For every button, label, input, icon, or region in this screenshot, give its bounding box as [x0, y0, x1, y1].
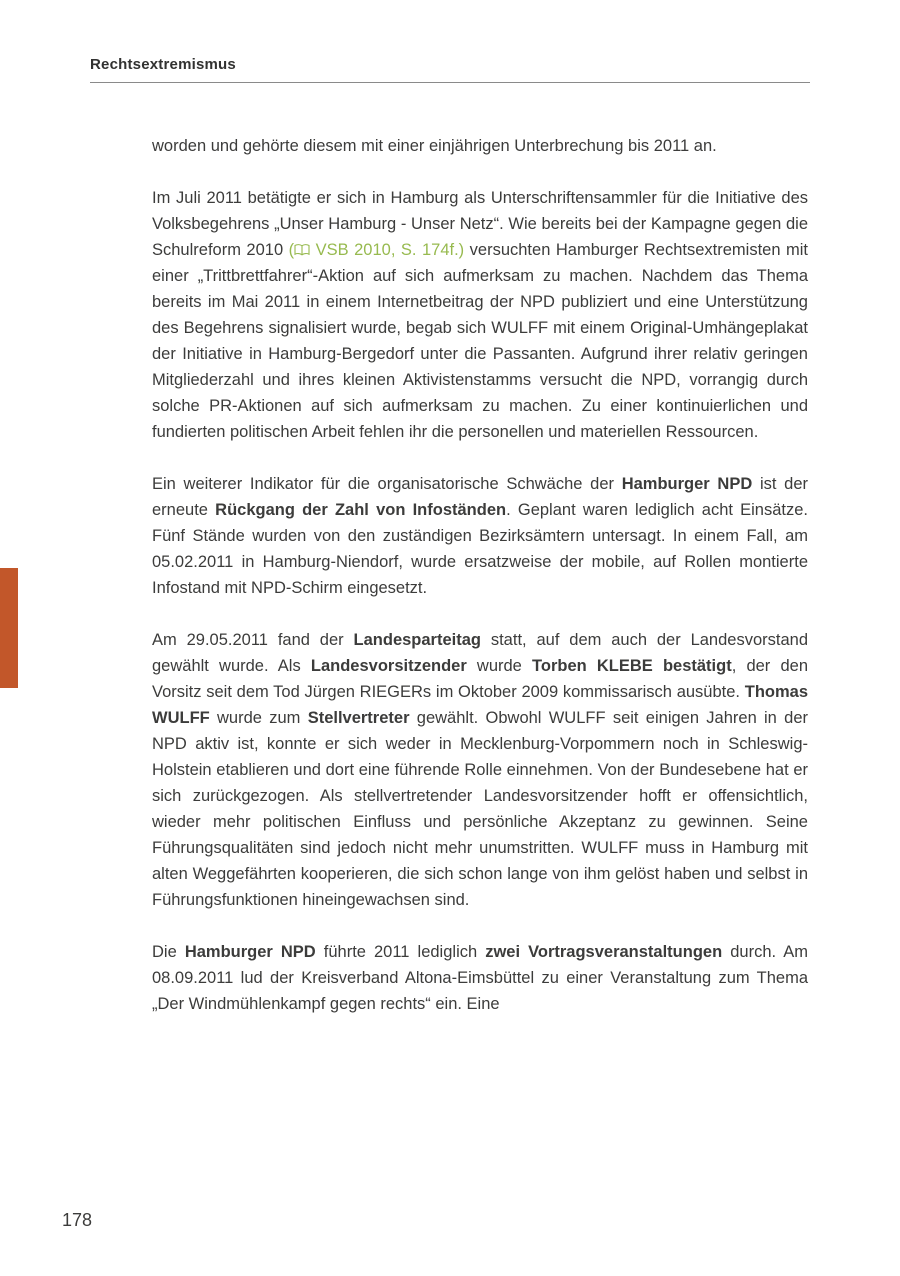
- text-run: Thomas WULFF: [152, 683, 808, 727]
- header-rule: [90, 82, 810, 83]
- paragraph: [152, 185, 808, 445]
- text-run: statt, auf dem auch der Landesvorstand gewählt wurde. Als: [152, 631, 809, 675]
- text-run: zwei Vortragsveranstaltungen: [485, 943, 723, 961]
- vsb-reference-link[interactable]: VSB 2010, S. 174f.): [310, 241, 465, 259]
- text-run: Torben KLEBE bestätigt: [532, 657, 732, 675]
- text-run: führte 2011 lediglich: [315, 943, 486, 961]
- page-number: 178: [62, 1210, 93, 1230]
- text-run: wurde zum: [209, 709, 308, 727]
- text-run: versuchten Hamburger Rechtsextremisten mit einer „Trittbrettfahrer“-Aktion auf sich aufmerksam zu machen. Nachdem das Thema bereits im Mai 2011 in einem Internetbeitrag der NPD publiziert und eine Unterstützung des Begehrens signalisiert wurde, begab sich WULFF mit einem Original-Umhängeplakat der Initiative in Hamburg-Bergedorf unter die Passanten. Aufgrund ihrer relativ geringen Mitgliederzahl und ihres kleinen Aktivistenstamms versucht die NPD, vorrangig durch solche PR-Aktionen auf sich aufmerksam zu machen. Zu einer kontinuierlichen und fundierten politischen Arbeit fehlen ihr die personellen und materiellen Ressourcen.: [152, 241, 808, 441]
- text-run: Die: [152, 943, 185, 961]
- chapter-edge-tab: [0, 568, 18, 688]
- text-run: ist der erneute: [152, 475, 808, 519]
- text-run: Am 29.05.2011 fand der: [152, 631, 354, 649]
- paragraph: [152, 471, 808, 601]
- paragraph: [152, 939, 808, 1017]
- text-run: gewählt. Obwohl WULFF seit einigen Jahren in der NPD aktiv ist, konnte er sich weder in Mecklenburg-Vorpommern noch in Schleswig-Holstein etablieren und dort eine führende Rolle einnehmen. Von der Bundesebene hat er sich zurückgezogen. Als stellvertretender Landesvorsitzender hofft er offensichtlich, wieder mehr politischen Einfluss und persönliche Akzeptanz zu gewinnen. Seine Führungsqualitäten sind jedoch nicht mehr unumstritten. WULFF muss in Hamburg mit alten Weggefährten kooperieren, die sich schon lange von ihm gelöst haben und selbst in Führungsfunktionen hineingewachsen sind.: [152, 709, 808, 909]
- paragraph: [152, 133, 808, 159]
- text-run: , der den Vorsitz seit dem Tod Jürgen RIEGERs im Oktober 2009 kommissarisch ausübte.: [152, 657, 808, 701]
- text-run: Landesparteitag: [353, 631, 481, 649]
- text-run: worden und gehörte diesem mit einer einjährigen Unterbrechung bis 2011 an.: [152, 137, 717, 155]
- text-run: durch. Am 08.09.2011 lud der Kreisverband Altona-Eimsbüttel zu einer Veranstaltung zum Thema „Der Windmühlenkampf gegen rechts“ ein. Eine: [152, 943, 808, 1013]
- book-icon[interactable]: [294, 241, 310, 259]
- paragraph: [152, 627, 808, 913]
- text-run: Hamburger NPD: [621, 475, 753, 493]
- text-run: . Geplant waren lediglich acht Einsätze. Fünf Stände wurden von den zuständigen Bezirksämtern untersagt. In einem Fall, am 05.02.2011 in Hamburg-Niendorf, wurde ersatzweise der mobile, auf Rollen montierte Infostand mit NPD-Schirm eingesetzt.: [152, 501, 809, 597]
- body-text: [152, 133, 808, 1043]
- text-run: Im Juli 2011 betätigte er sich in Hamburg als Unterschriftensammler für die Initiative des Volksbegehrens „Unser Hamburg - Unser Netz“. Wie bereits bei der Kampagne gegen die Schulreform 2010: [152, 189, 808, 259]
- vsb-reference-link[interactable]: (: [288, 241, 295, 259]
- text-run: Hamburger NPD: [184, 943, 316, 961]
- running-header: Rechtsextremismus: [90, 56, 236, 73]
- text-run: Ein weiterer Indikator für die organisatorische Schwäche der: [152, 475, 622, 493]
- text-run: Landesvorsitzender: [310, 657, 467, 675]
- text-run: wurde: [466, 657, 533, 675]
- text-run: Rückgang der Zahl von Infoständen: [215, 501, 507, 519]
- text-run: Stellvertreter: [307, 709, 410, 727]
